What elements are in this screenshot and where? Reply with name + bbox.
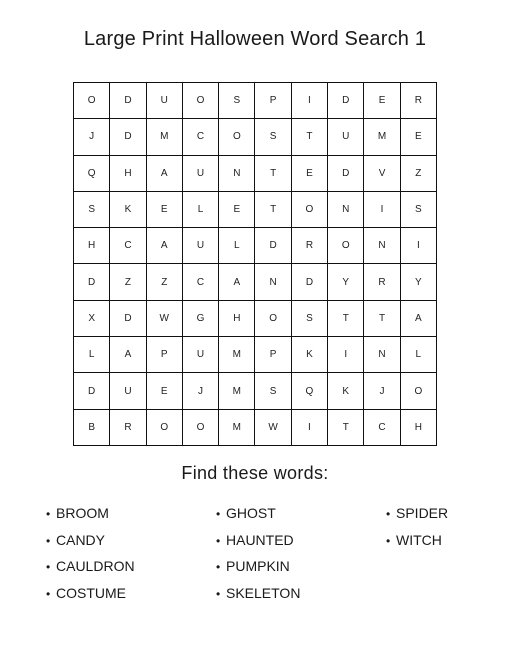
word-item: [46, 530, 135, 557]
word-label: SPIDER: [396, 505, 449, 521]
grid-cell: O: [74, 83, 110, 119]
grid-cell: T: [255, 156, 291, 192]
word-label: GHOST: [226, 505, 276, 521]
grid-cell: D: [74, 373, 110, 409]
grid-cell: M: [219, 337, 255, 373]
grid-cell: S: [219, 83, 255, 119]
grid-cell: M: [147, 119, 183, 155]
bullet-icon: •: [46, 533, 51, 548]
grid-cell: E: [401, 119, 437, 155]
grid-cell: N: [219, 156, 255, 192]
word-item: [46, 503, 135, 530]
grid-cell: S: [255, 119, 291, 155]
bullet-icon: •: [386, 507, 391, 521]
grid-cell: Q: [74, 156, 110, 192]
word-column: [216, 503, 300, 609]
word-item: [216, 530, 300, 557]
grid-cell: J: [183, 373, 219, 409]
grid-cell: O: [183, 410, 219, 446]
grid-cell: N: [255, 264, 291, 300]
grid-cell: T: [328, 301, 364, 337]
grid-cell: P: [147, 337, 183, 373]
grid-cell: V: [364, 156, 400, 192]
grid-cell: I: [292, 410, 328, 446]
bullet-icon: •: [46, 507, 51, 521]
grid-cell: E: [147, 373, 183, 409]
grid-cell: T: [328, 410, 364, 446]
grid-cell: N: [328, 192, 364, 228]
grid-cell: O: [219, 119, 255, 155]
grid-cell: T: [364, 301, 400, 337]
grid-cell: M: [364, 119, 400, 155]
grid-cell: P: [255, 83, 291, 119]
word-item: [46, 556, 135, 583]
grid-cell: Y: [401, 264, 437, 300]
grid-cell: S: [74, 192, 110, 228]
word-item: [216, 556, 300, 583]
grid-cell: B: [74, 410, 110, 446]
grid-cell: E: [292, 156, 328, 192]
grid-cell: Z: [401, 156, 437, 192]
grid-cell: J: [74, 119, 110, 155]
grid-cell: E: [219, 192, 255, 228]
grid-cell: D: [110, 83, 146, 119]
grid-cell: U: [147, 83, 183, 119]
word-item: [386, 530, 448, 557]
grid-cell: S: [292, 301, 328, 337]
grid-cell: M: [219, 410, 255, 446]
grid-cell: C: [183, 119, 219, 155]
grid-cell: D: [110, 119, 146, 155]
grid-cell: D: [328, 83, 364, 119]
bullet-icon: •: [216, 586, 221, 601]
grid-cell: H: [401, 410, 437, 446]
grid-cell: H: [219, 301, 255, 337]
grid-cell: I: [328, 337, 364, 373]
grid-cell: A: [110, 337, 146, 373]
word-item: [216, 583, 300, 610]
bullet-icon: •: [46, 560, 51, 574]
grid-cell: D: [328, 156, 364, 192]
grid-cell: S: [255, 373, 291, 409]
word-label: CAULDRON: [56, 558, 135, 574]
grid-cell: D: [292, 264, 328, 300]
word-label: PUMPKIN: [226, 558, 290, 574]
grid-cell: G: [183, 301, 219, 337]
grid-cell: U: [183, 156, 219, 192]
word-search-grid: [73, 82, 437, 446]
grid-cell: L: [183, 192, 219, 228]
grid-cell: N: [364, 337, 400, 373]
grid-cell: D: [74, 264, 110, 300]
word-column: [386, 503, 448, 556]
grid-cell: A: [147, 156, 183, 192]
grid-cell: R: [364, 264, 400, 300]
grid-cell: W: [255, 410, 291, 446]
word-item: [386, 503, 448, 530]
grid-cell: T: [292, 119, 328, 155]
grid-cell: U: [183, 228, 219, 264]
word-list: [46, 503, 486, 613]
grid-cell: O: [147, 410, 183, 446]
grid-cell: C: [183, 264, 219, 300]
grid-cell: H: [74, 228, 110, 264]
grid-cell: K: [110, 192, 146, 228]
grid-cell: J: [364, 373, 400, 409]
grid-cell: U: [328, 119, 364, 155]
grid-cell: L: [74, 337, 110, 373]
grid-cell: Z: [147, 264, 183, 300]
bullet-icon: •: [386, 533, 391, 548]
grid-cell: L: [219, 228, 255, 264]
grid-cell: W: [147, 301, 183, 337]
word-label: SKELETON: [226, 584, 301, 601]
grid-cell: M: [219, 373, 255, 409]
grid-cell: K: [328, 373, 364, 409]
grid-cell: L: [401, 337, 437, 373]
word-label: WITCH: [396, 531, 442, 548]
grid-cell: D: [255, 228, 291, 264]
grid-cell: I: [401, 228, 437, 264]
grid-cell: O: [255, 301, 291, 337]
word-item: [216, 503, 300, 530]
word-label: HAUNTED: [226, 531, 294, 548]
grid-cell: C: [364, 410, 400, 446]
grid-cell: O: [328, 228, 364, 264]
word-item: [46, 583, 135, 610]
bullet-icon: •: [216, 507, 221, 521]
grid-cell: A: [401, 301, 437, 337]
grid-cell: R: [110, 410, 146, 446]
grid-cell: X: [74, 301, 110, 337]
grid-cell: U: [183, 337, 219, 373]
grid-cell: Q: [292, 373, 328, 409]
page-title: Large Print Halloween Word Search 1: [83, 28, 427, 50]
grid-cell: I: [292, 83, 328, 119]
grid-cell: K: [292, 337, 328, 373]
grid-cell: R: [401, 83, 437, 119]
grid-cell: U: [110, 373, 146, 409]
grid-cell: N: [364, 228, 400, 264]
grid-cell: A: [147, 228, 183, 264]
grid-cell: I: [364, 192, 400, 228]
grid-cell: E: [147, 192, 183, 228]
word-label: COSTUME: [56, 584, 126, 601]
grid-cell: H: [110, 156, 146, 192]
grid-cell: O: [292, 192, 328, 228]
grid-cell: O: [401, 373, 437, 409]
grid-cell: C: [110, 228, 146, 264]
word-column: [46, 503, 135, 609]
grid-cell: Y: [328, 264, 364, 300]
grid-cell: E: [364, 83, 400, 119]
grid-cell: D: [110, 301, 146, 337]
grid-cell: S: [401, 192, 437, 228]
grid-cell: R: [292, 228, 328, 264]
grid-cell: A: [219, 264, 255, 300]
bullet-icon: •: [216, 533, 221, 548]
word-label: BROOM: [56, 505, 109, 521]
grid-cell: O: [183, 83, 219, 119]
bullet-icon: •: [216, 560, 221, 574]
grid-cell: P: [255, 337, 291, 373]
word-list-heading: Find these words:: [181, 463, 329, 483]
grid-cell: T: [255, 192, 291, 228]
word-label: CANDY: [56, 531, 106, 548]
grid-cell: Z: [110, 264, 146, 300]
bullet-icon: •: [46, 586, 51, 601]
